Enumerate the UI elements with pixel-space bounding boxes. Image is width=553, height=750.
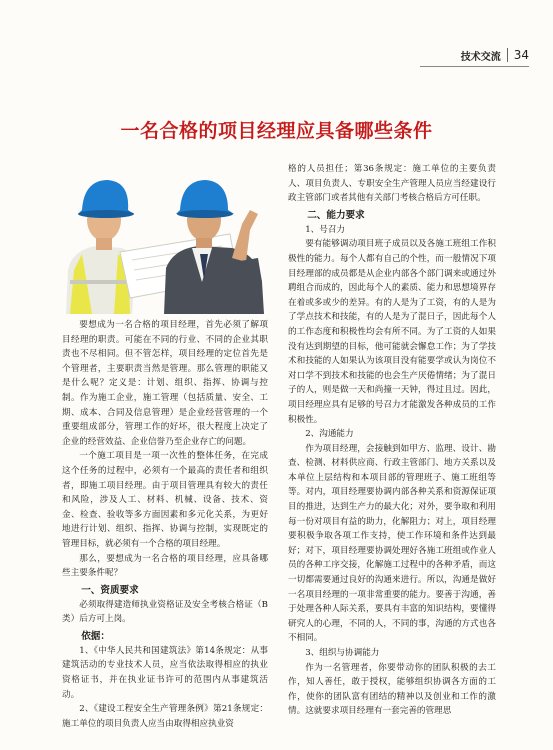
continued-paragraph: 格的人员担任；第36条规定：施工单位的主要负责人、项目负责人、专职安全生产管理人员应当经建设行政主管部门或者其他有关部门考核合格后方可任职。 xyxy=(288,164,496,204)
page-number: 34 xyxy=(513,48,529,62)
header-separator xyxy=(507,48,508,62)
section-label: 技术交流 xyxy=(460,51,501,63)
intro-paragraph: 一个施工项目是一项一次性的整体任务，在完成这个任务的过程中，必须有一个最高的责任者和组织者，即施工项目经理。由于项目管理具有较大的责任和风险，涉及人工、材料、机械、设备、技术、资金、检查、验收等多方面因素和多元化关系，为更好地进行计划、组织、指挥、协调与控制，实现既定的管理目标，就必须有一个合格的项目经理。 xyxy=(62,451,268,549)
qualification-paragraph: 必须取得建造师执业资格证及安全考核合格证（B类）后方可上岗。 xyxy=(62,599,268,625)
page-header xyxy=(420,44,529,67)
intro-paragraph: 那么，要想成为一名合格的项目经理，应具备哪些主要条件呢？ xyxy=(62,553,268,579)
subsection-heading: 1、号召力 xyxy=(305,224,346,235)
subsection-heading: 2、沟通能力 xyxy=(305,429,354,440)
intro-paragraph: 要想成为一名合格的项目经理，首先必须了解项目经理的职责。可能在不同的行业、不同的企业其职责也不尽相同。但不管怎样，项目经理的定位首先是个管理者，主要职责当然是管理。那么管理的职能又是什么呢？定义是：计划、组织、指挥、协调与控制。作为施工企业，施工管理（包括质量、安全、工期、成本、合同及信息管理）是企业经营管理的一个重要组成部分，管理工作的好坏，很大程度上决定了企业的经营效益、企业信誉乃至企业存亡的问题。 xyxy=(62,320,268,447)
body-paragraph: 要有能够调动项目班子成员以及各施工班组工作积极性的能力。每个人都有自己的个性，而一般情况下项目经理部的成员都是从企业内部各个部门调来或通过外聘组合而成的，因此每个人的素质、能力和思想境界存在着或多或少的差异。有的人是为了工资，有的人是为了学点技术和技能，有的人是为了混日子，因此每个人的工作态度和积极性均会有所不同。为了工资的人如果没有达到期望的目标，他可能就会懈怠工作；为了学技术和技能的人如果认为该项目没有能要学或认为岗位不对口学不到技术和技能的也会生产厌倦情绪；为了混日子的人，则是做一天和尚撞一天钟，得过且过。因此，项目经理应具有足够的号召力才能激发各种成员的工作积极性。 xyxy=(288,239,496,425)
subsection-heading: 3、组织与协调能力 xyxy=(305,648,380,658)
article-title: 一名合格的项目经理应具备哪些条件 xyxy=(120,120,433,142)
section-heading: 二、能力要求 xyxy=(307,209,365,221)
body-paragraph: 作为项目经理，会接触到如甲方、监理、设计、勘查、检测、材料供应商、行政主管部门、地方关系以及本单位上层结构和本项目部的管理班子、施工班组等等。对内，项目经理要协调内部各种关系和资源保证项目的推进，达到生产力的最大化；对外，要争取和利用每一份对项目有益的助力，化解阻力；对上，项目经理要积极争取各项工作支持，使工作环境和条件达到最好；对下，项目经理要协调处理好各施工班组或作业人员的各种工序交接，化解施工过程中的各种矛盾，而这一切都需要通过良好的沟通来进行。所以，沟通是做好一名项目经理的一项非常重要的能力。要善于沟通，善于处理各种人际关系，要具有丰富的知识结构，要懂得研究人的心理，不同的人，不同的事，沟通的方式也各不相同。 xyxy=(288,443,496,644)
basis-paragraph: 1、《中华人民共和国建筑法》第14条规定：从事建筑活动的专业技术人员，应当依法取得相应的执业资格证书，并在执业证书许可的范围内从事建筑活动。 xyxy=(62,645,268,700)
article-photo xyxy=(62,162,266,314)
basis-paragraph: 2、《建设工程安全生产管理条例》第21条规定：施工单位的项目负责人应当由取得相应执业资 xyxy=(62,704,268,729)
basis-heading: 依据： xyxy=(81,630,110,642)
right-column xyxy=(288,162,496,719)
body-paragraph: 作为一名管理者，你要带动你的团队积极的去工作，知人善任，敢于授权，能够组织协调各方面的工作，使你的团队富有团结的精神以及创业和工作的激情。这就要求项目经理有一套完善的管理思 xyxy=(288,662,496,717)
section-heading: 一、资质要求 xyxy=(81,584,139,596)
left-column xyxy=(62,318,268,731)
